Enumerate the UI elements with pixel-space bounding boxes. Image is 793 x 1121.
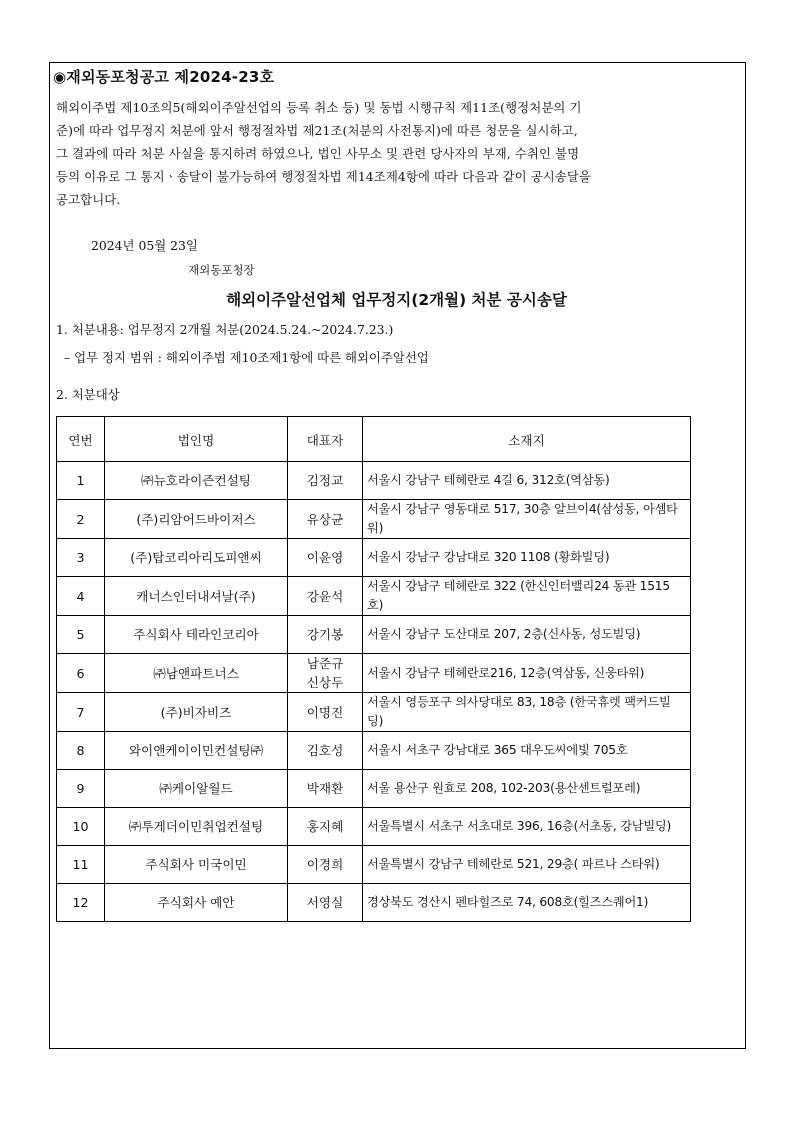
cell-representative: [288, 654, 363, 693]
page-headline: 해외이주알선업체 업무정지(2개월) 처분 공시송달: [226, 291, 567, 309]
cell-address: 서울시 강남구 테헤란로216, 12층(역삼동, 신웅타워): [363, 654, 691, 693]
cell-company: ㈜남앤파트너스: [105, 654, 288, 693]
targets-table: [56, 416, 691, 922]
notice-issuer: 재외동포청장: [188, 263, 255, 277]
representative-name: 서영실: [306, 895, 344, 910]
cell-address: 서울시 강남구 도산대로 207, 2층(신사동, 성도빌딩): [363, 616, 691, 654]
notice-body-line: 등의 이유로 그 통지ㆍ송달이 불가능하여 행정절차법 제14조제4항에 따라 다음과 같이 공시송달을: [56, 169, 592, 184]
cell-representative: [288, 539, 363, 577]
cell-address: 서울시 강남구 강남대로 320 1108 (황화빌딩): [363, 539, 691, 577]
representative-name: 이윤영: [306, 550, 344, 565]
cell-representative: [288, 693, 363, 732]
table-row: [57, 846, 691, 884]
cell-no: 8: [57, 732, 105, 770]
notice-body: [56, 96, 746, 211]
representative-name: 남준규: [306, 656, 344, 671]
representative-name: 강기봉: [306, 627, 344, 642]
cell-address: 경상북도 경산시 펜타힐즈로 74, 608호(힐즈스퀘어1): [363, 884, 691, 922]
suspension-scope: – 업무 정지 범위 : 해외이주법 제10조제1항에 따른 해외이주알선업: [64, 350, 429, 365]
table-row: [57, 539, 691, 577]
representative-name: 신상두: [306, 675, 344, 690]
cell-no: 4: [57, 577, 105, 616]
cell-no: 7: [57, 693, 105, 732]
cell-no: 5: [57, 616, 105, 654]
table-header-row: [57, 417, 691, 462]
table-row: [57, 616, 691, 654]
representative-name: 이경희: [306, 857, 344, 872]
cell-no: 2: [57, 500, 105, 539]
disposition-content: 1. 처분내용: 업무정지 2개월 처분(2024.5.24.~2024.7.23.): [56, 322, 394, 337]
header-no: 연번: [57, 417, 105, 462]
representative-name: 이명진: [306, 704, 344, 720]
notice-body-line: 공고합니다.: [56, 192, 121, 207]
table-row: [57, 884, 691, 922]
cell-address: 서울시 서초구 강남대로 365 대우도씨에빛 705호: [363, 732, 691, 770]
cell-no: 10: [57, 808, 105, 846]
cell-representative: [288, 462, 363, 500]
cell-company: 주식회사 미국이민: [105, 846, 288, 884]
cell-company: (주)비자비즈: [105, 693, 288, 732]
table-row: [57, 770, 691, 808]
table-body: [57, 462, 691, 922]
cell-address: 서울특별시 강남구 테헤란로 521, 29층( 파르나 스타워): [363, 846, 691, 884]
header-company: 법인명: [105, 417, 288, 462]
cell-representative: [288, 616, 363, 654]
cell-representative: [288, 808, 363, 846]
notice-date: 2024년 05월 23일: [91, 238, 198, 253]
cell-representative: [288, 577, 363, 616]
disposition-targets-heading: 2. 처분대상: [56, 387, 120, 402]
cell-representative: [288, 732, 363, 770]
representative-name: 박재환: [306, 781, 344, 796]
cell-address: 서울시 강남구 영동대로 517, 30층 알브이4(삼성동, 아셈타워): [363, 500, 691, 539]
cell-company: 주식회사 테라인코리아: [105, 616, 288, 654]
header-address: 소재지: [363, 417, 691, 462]
cell-address: 서울시 강남구 테헤란로 4길 6, 312호(역삼동): [363, 462, 691, 500]
table-row: [57, 462, 691, 500]
notice-body-line: 준)에 따라 업무정지 처분에 앞서 행정절차법 제21조(처분의 사전통지)에 따른 청문을 실시하고,: [56, 123, 578, 138]
cell-company: ㈜케이알월드: [105, 770, 288, 808]
table-row: [57, 732, 691, 770]
cell-company: ㈜뉴호라이즌컨설팅: [105, 462, 288, 500]
cell-representative: [288, 846, 363, 884]
cell-address: 서울시 영등포구 의사당대로 83, 18층 (한국휴렛 팩커드빌딩): [363, 693, 691, 732]
representative-name: 김호성: [306, 743, 344, 758]
notice-body-line: 해외이주법 제10조의5(해외이주알선업의 등록 취소 등) 및 동법 시행규칙 제11조(행정처분의 기: [56, 100, 582, 115]
cell-company: (주)탑코리아리도피앤씨: [105, 539, 288, 577]
cell-no: 3: [57, 539, 105, 577]
table-row: [57, 577, 691, 616]
representative-name: 유상균: [306, 511, 344, 527]
representative-name: 강윤석: [306, 588, 344, 604]
table-row: [57, 500, 691, 539]
cell-company: 캐너스인터내셔날(주): [105, 577, 288, 616]
table-row: [57, 693, 691, 732]
cell-no: 6: [57, 654, 105, 693]
representative-name: 김정교: [306, 473, 344, 488]
cell-no: 11: [57, 846, 105, 884]
cell-address: 서울 용산구 원효로 208, 102-203(용산센트럴포레): [363, 770, 691, 808]
cell-company: 주식회사 예안: [105, 884, 288, 922]
cell-company: 와이앤케이이민컨설팅㈜: [105, 732, 288, 770]
table-row: [57, 808, 691, 846]
cell-company: ㈜투게더이민취업컨설팅: [105, 808, 288, 846]
cell-no: 12: [57, 884, 105, 922]
notice-title: ◉재외동포청공고 제2024-23호: [53, 68, 275, 86]
cell-no: 9: [57, 770, 105, 808]
cell-company: (주)리암어드바이저스: [105, 500, 288, 539]
cell-no: 1: [57, 462, 105, 500]
cell-representative: [288, 884, 363, 922]
notice-body-line: 그 결과에 따라 처분 사실을 통지하려 하였으나, 법인 사무소 및 관련 당사자의 부재, 수취인 불명: [56, 146, 580, 161]
cell-representative: [288, 770, 363, 808]
header-representative: 대표자: [288, 417, 363, 462]
cell-address: 서울특별시 서초구 서초대로 396, 16층(서초동, 강남빌딩): [363, 808, 691, 846]
table-row: [57, 654, 691, 693]
cell-address: 서울시 강남구 테헤란로 322 (한신인터밸리24 동관 1515호): [363, 577, 691, 616]
representative-name: 홍지혜: [306, 819, 344, 834]
cell-representative: [288, 500, 363, 539]
